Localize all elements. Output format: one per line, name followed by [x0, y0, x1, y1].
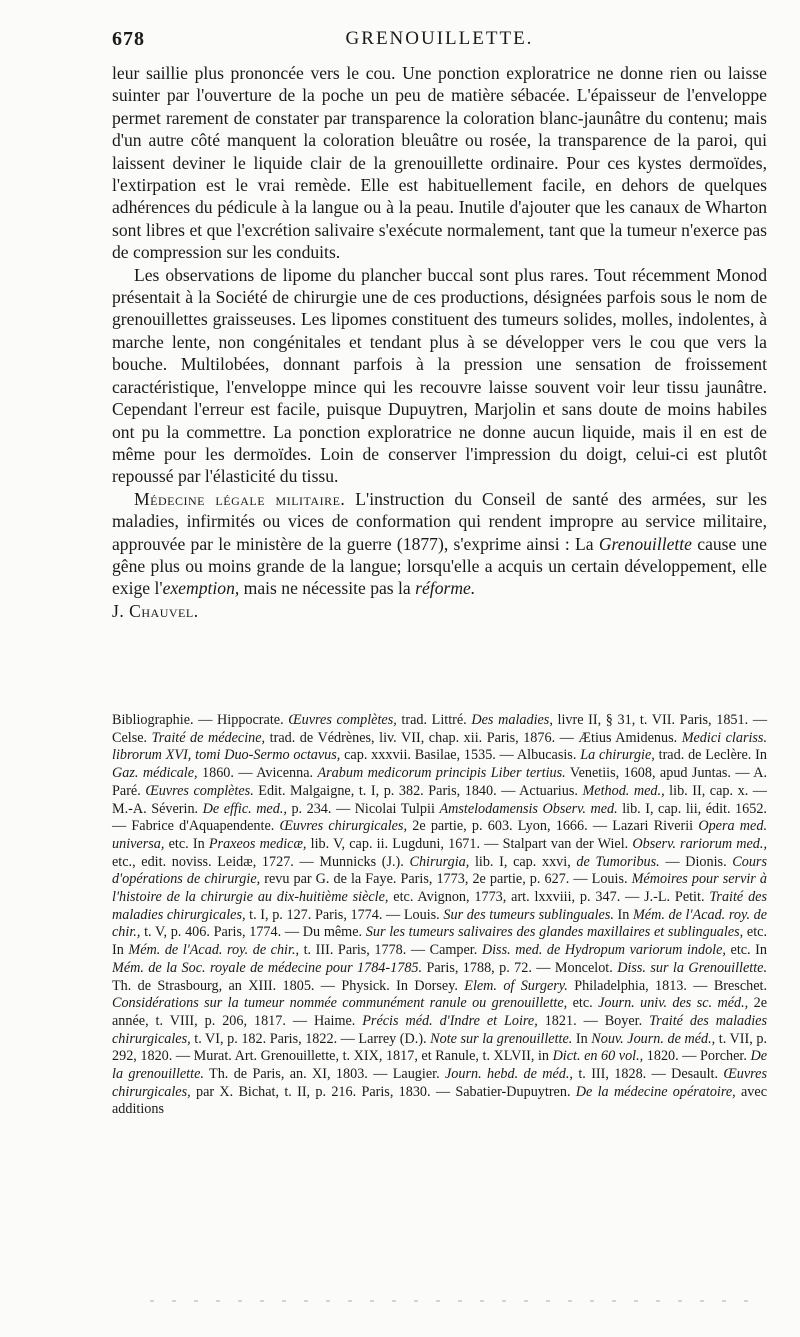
biblio-text: t. VII, p. 292, 1820. — Murat. Art. Grenouillette, t. XIX, 1817, et Ranule, t. XLVII, in — [112, 1030, 767, 1065]
emphasis-term: réforme. — [415, 578, 476, 599]
biblio-title: Mém. de l'Acad. roy. de chir., — [128, 942, 300, 959]
biblio-title: Précis méd. d'Indre et Loire, — [362, 1012, 538, 1029]
biblio-title: Praxeos medicæ, — [208, 835, 307, 852]
biblio-title: Mém. de l'Acad. roy. de chir., — [112, 906, 768, 941]
biblio-title: Observ. rariorum med., — [632, 835, 767, 852]
biblio-title: Chirurgia, — [409, 853, 470, 870]
biblio-title: Medici clariss. librorum XVI, tomi Duo-Sermo octavus, — [112, 729, 768, 764]
biblio-text: par X. Bichat, t. II, p. 216. Paris, 1830. — Sabatier-Dupuytren. — [190, 1083, 576, 1100]
biblio-title: Diss. sur la Grenouillette. — [617, 959, 767, 976]
biblio-text: Th. de Paris, an. XI, 1803. — Laugier. — [203, 1066, 445, 1083]
biblio-title: Dict. en 60 vol., — [552, 1048, 644, 1065]
biblio-text: etc. In — [112, 924, 768, 959]
biblio-text: etc. Avignon, 1773, art. lxxviii, p. 347. — J.-L. Petit. — [388, 889, 710, 906]
biblio-title: Nouv. Journ. de méd., — [591, 1030, 716, 1047]
biblio-text: t. III, 1828. — Desault. — [572, 1066, 724, 1083]
biblio-text: etc. In — [725, 942, 767, 959]
biblio-title: Opera med. universa, — [112, 818, 767, 852]
author-signature: J. Chauvel. — [112, 600, 199, 621]
bibliography-text — [112, 712, 767, 1119]
biblio-text: t. V, p. 406. Paris, 1774. — Du même. — [140, 924, 366, 941]
biblio-text: cap. xxxvii. Basilae, 1535. — Albucasis. — [340, 747, 581, 764]
biblio-title: Elem. of Surgery. — [464, 977, 568, 994]
biblio-text: 2e année, t. VIII, p. 206, 1817. — Haime. — [112, 995, 767, 1029]
biblio-title: Diss. med. de Hydropum variorum indole, — [481, 942, 726, 959]
biblio-text: 1820. — Porcher. — [643, 1048, 751, 1065]
biblio-title: Œuvres complètes, — [288, 712, 397, 728]
paragraph-text: mais ne nécessite pas la — [239, 578, 416, 599]
biblio-text: Th. de Strasbourg, an XIII. 1805. — Physick. In Dorsey. — [112, 977, 465, 994]
page-header — [112, 28, 767, 52]
biblio-title: Mém. de la Soc. royale de médecine pour 1784-1785. — [112, 959, 423, 976]
biblio-title: Des maladies, — [471, 712, 553, 728]
biblio-title: De effic. med., — [202, 800, 287, 817]
biblio-text: Edit. Malgaigne, t. I, p. 382. Paris, 1840. — Actuarius. — [253, 782, 583, 799]
biblio-text: etc. In — [164, 835, 209, 852]
bibliography — [112, 712, 767, 1119]
biblio-text: p. 234. — Nicolai Tulpii — [286, 800, 440, 817]
biblio-title: Method. med., — [582, 782, 665, 799]
biblio-text: etc., edit. noviss. Leidæ, 1727. — Munnicks (J.). — [112, 853, 410, 870]
scan-artifact — [150, 1300, 750, 1302]
biblio-text: avec additions — [112, 1083, 767, 1118]
biblio-title: Cours d'opérations de chirurgie, — [112, 853, 767, 888]
biblio-text: 1860. — Avicenna. — [197, 765, 318, 782]
paragraph-text: cause une gêne plus ou moins grande de la langue; lorsqu'elle a acquis un certain développement, elle exige l' — [112, 533, 767, 599]
biblio-title: Œuvres chirurgicales, — [112, 1066, 767, 1100]
biblio-text: trad. Littré. — [396, 712, 472, 728]
biblio-title: Sur des tumeurs sublinguales. — [443, 906, 614, 923]
biblio-title: Traité de médecine, — [151, 729, 266, 746]
biblio-title: Œuvres chirurgicales, — [279, 818, 408, 835]
biblio-text: Bibliographie. — Hippocrate. — [112, 712, 289, 728]
biblio-text: livre II, § 31, t. VII. Paris, 1851. — Celse. — [112, 712, 768, 746]
biblio-text: 1821. — Boyer. — [537, 1012, 650, 1029]
biblio-text: lib. I, cap. lii, édit. 1652. — Fabrice d'Aquapendente. — [112, 800, 767, 835]
biblio-text: revu par G. de la Faye. Paris, 1773, 2e partie, p. 627. — Louis. — [260, 871, 632, 888]
paragraph-military-forensics — [112, 488, 767, 600]
biblio-title: De la médecine opératoire, — [575, 1083, 736, 1100]
biblio-title: Traité des maladies chirurgicales, — [112, 1012, 767, 1047]
biblio-text: Paris, 1788, p. 72. — Moncelot. — [422, 959, 618, 976]
page-number: 678 — [112, 28, 145, 50]
biblio-title: Amstelodamensis Observ. med. — [439, 800, 618, 817]
biblio-text: t. VI, p. 182. Paris, 1822. — Larrey (D.). — [190, 1030, 431, 1047]
biblio-text: t. I, p. 127. Paris, 1774. — Louis. — [245, 906, 444, 923]
paragraph-dermoid-cysts: leur saillie plus prononcée vers le cou. Une ponction exploratrice ne donne rien ou laisse suinter par l'ouverture de la poche un peu de matière sébacée. L'épaisseur de l'enveloppe permet rarement de constater par transparence la coloration blanc-jaunâtre du contenu; mais d'un autre côté manquent la coloration bleuâtre ou rosée, la transparence de la paroi, qui laissent deviner le liquide clair de la grenouillette ordinaire. Pour ces kystes dermoïdes, l'extirpation est le vrai remède. Elle est habituellement facile, en dehors de quelques adhérences du pédicule à la langue ou à la peau. Inutile d'ajouter que les canaux de Wharton sont libres et que l'excrétion salivaire s'exécute normalement, tant que la tumeur n'exerce pas de compression sur les conduits. — [112, 63, 767, 263]
biblio-title: Mémoires pour servir à l'histoire de la chirurgie au dix-huitième siècle, — [112, 871, 767, 906]
biblio-title: Traité des maladies chirurgicales, — [112, 889, 767, 923]
biblio-title: Note sur la grenouillette. — [430, 1030, 573, 1047]
biblio-text: lib. II, cap. x. — M.-A. Séverin. — [112, 782, 767, 817]
biblio-text: — Dionis. — [659, 853, 733, 870]
biblio-title: La chirurgie, — [580, 747, 655, 764]
biblio-text: lib. V, cap. ii. Lugduni, 1671. — Stalpart van der Wiel. — [306, 835, 633, 852]
biblio-title: Œuvres complètes. — [145, 782, 254, 799]
running-title: GRENOUILLETTE. — [345, 28, 534, 49]
biblio-text: 2e partie, p. 603. Lyon, 1666. — Lazari Riverii — [407, 818, 699, 835]
biblio-text: In — [572, 1030, 592, 1047]
article-body — [112, 62, 767, 622]
biblio-text: etc. — [567, 995, 599, 1012]
biblio-title: Arabum medicorum principis Liber tertius. — [317, 765, 566, 782]
biblio-title: Sur les tumeurs salivaires des glandes maxillaires et sublinguales, — [365, 924, 744, 941]
biblio-text: In — [613, 906, 633, 923]
paragraph-text: L'instruction du Conseil de santé des armées, sur les maladies, infirmités ou vices de conformation qui rendent impropre au service militaire, approuvée par le ministère de la guerre (1877), s'exprime ainsi : La — [112, 488, 767, 554]
biblio-text: lib. I, cap. xxvi, — [469, 853, 577, 870]
biblio-text: trad. de Leclère. In — [654, 747, 767, 764]
biblio-title: Considérations sur la tumeur nommée communément ranule ou grenouillette, — [112, 995, 568, 1012]
section-heading-military-forensics: Médecine légale militaire. — [134, 488, 346, 509]
biblio-text: trad. de Védrènes, liv. VII, chap. xii. Paris, 1876. — Ætius Amidenus. — [265, 729, 682, 746]
biblio-title: de Tumoribus. — [576, 853, 660, 870]
biblio-text: t. III. Paris, 1778. — Camper. — [299, 942, 482, 959]
biblio-title: De la grenouillette. — [112, 1048, 767, 1083]
biblio-text: Philadelphia, 1813. — Breschet. — [567, 977, 768, 994]
biblio-title: Journ. univ. des sc. méd., — [598, 995, 749, 1012]
biblio-text: Venetiis, 1608, apud Juntas. — A. Paré. — [112, 765, 767, 799]
biblio-title: Journ. hebd. de méd., — [445, 1066, 573, 1083]
emphasis-term: exemption, — [162, 578, 240, 599]
emphasis-term: Grenouillette — [598, 533, 692, 554]
paragraph-lipoma: Les observations de lipome du plancher buccal sont plus rares. Tout récemment Monod présentait à la Société de chirurgie une de ces productions, désignées parfois sous le nom de grenouillettes graisseuses. Les lipomes constituent des tumeurs solides, molles, indolentes, à marche lente, non congénitales et tendant plus à se développer vers le cou que vers la bouche. Multilobées, donnant parfois à la pression une sensation de froissement caractéristique, l'enveloppe mince qui les recouvre laisse souvent voir leur tissu jaunâtre. Cependant l'erreur est facile, puisque Dupuytren, Marjolin et sans doute de moins habiles ont pu la commettre. La ponction exploratrice ne donne aucun liquide, mais il en est de même pour les dermoïdes. Loin de conserver l'impression du doigt, celui-ci est plutôt repoussé par l'élasticité du tissu. — [112, 264, 767, 487]
biblio-title: Gaz. médicale, — [112, 765, 198, 782]
